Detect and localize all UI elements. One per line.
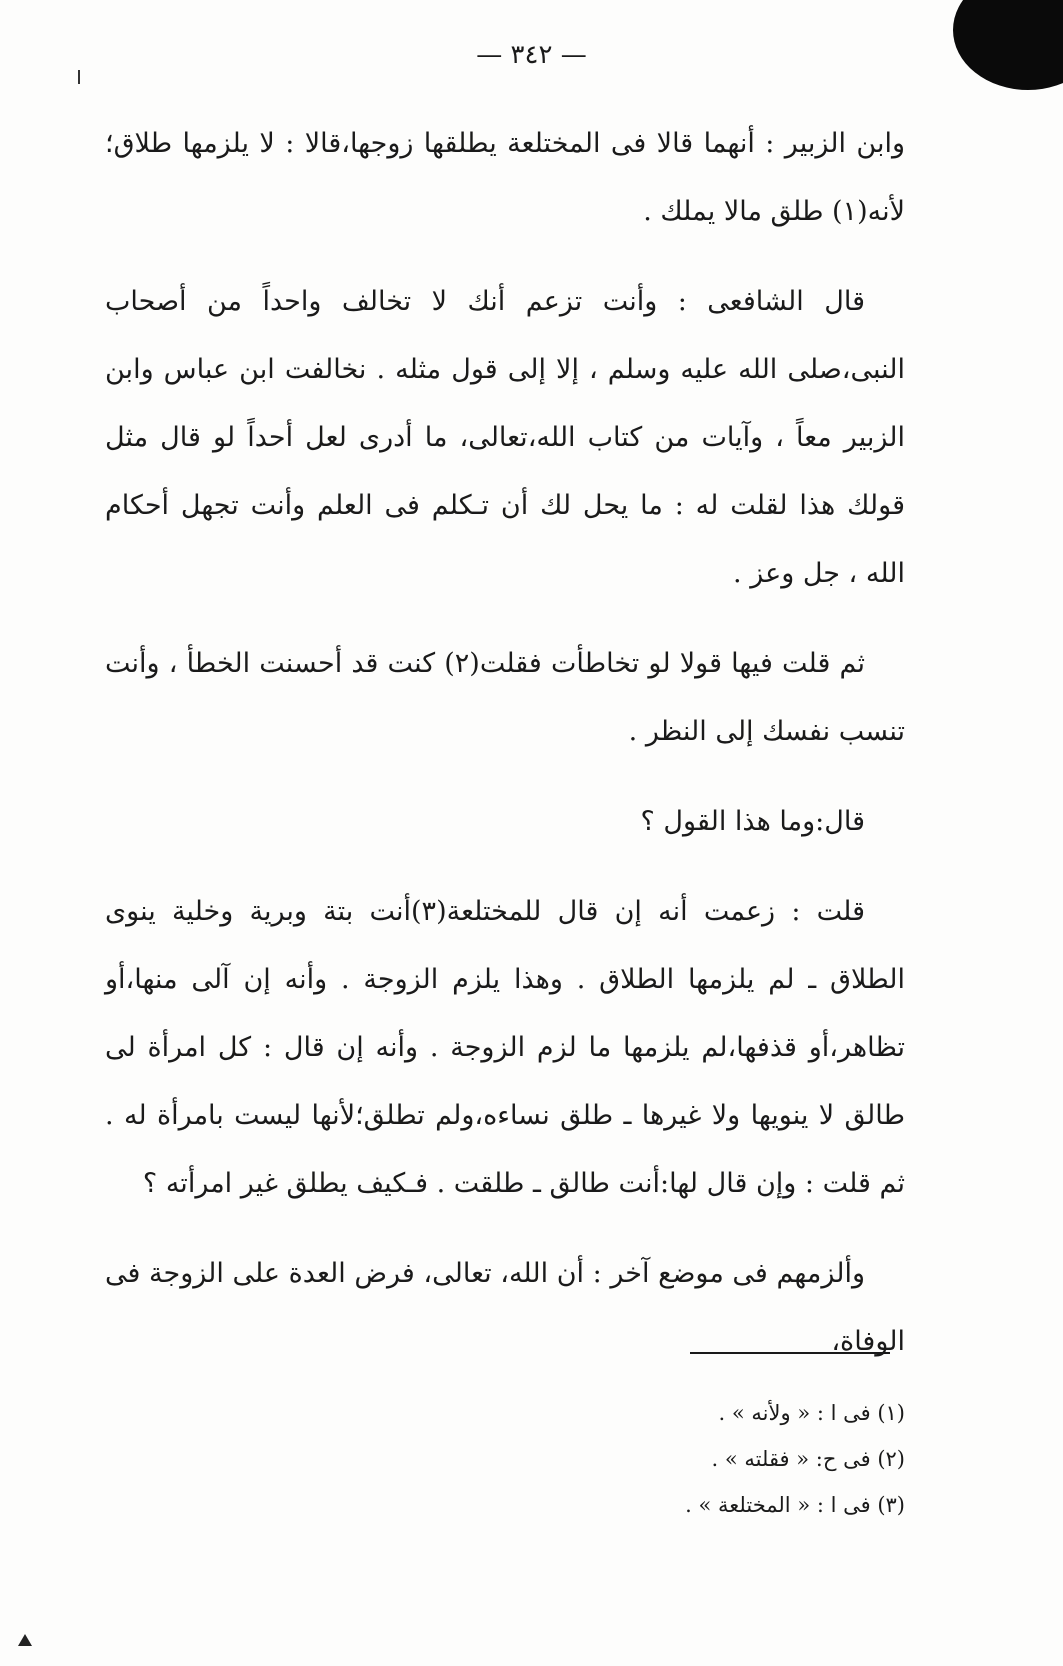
footnote: (١) فى ا : « ولأنه » . xyxy=(718,1401,905,1425)
body-text xyxy=(105,110,905,1398)
footnote-divider xyxy=(690,1352,890,1354)
page-number: — ٣٤٢ — xyxy=(476,40,587,70)
footnote: (٣) فى ا : « المختلعة » . xyxy=(685,1493,905,1517)
footnote: (٢) فى ح: « فقلته » . xyxy=(711,1447,905,1471)
paragraph: ثم قلت فيها قولا لو تخاطأت فقلت(٢) كنت قد أحسنت الخطأ ، وأنت تنسب نفسك إلى النظر . xyxy=(105,648,905,747)
corner-mark xyxy=(18,1634,32,1646)
paragraph: قال:وما هذا القول ؟ xyxy=(640,806,865,837)
paragraph: وابن الزبير : أنهما قالا فى المختلعة يطلقها زوجها،قالا : لا يلزمها طلاق؛لأنه(١) طلق مالا يملك . xyxy=(105,128,905,227)
margin-mark xyxy=(78,70,80,84)
footnotes xyxy=(560,1390,905,1528)
paragraph: قلت : زعمت أنه إن قال للمختلعة(٣)أنت بتة وبرية وخلية ينوى الطلاق ـ لم يلزمها الطلاق . وهذا يلزم الزوجة . وأنه إن آلى منها،أو تظاهر،أو قذفها،لم يلزمها ما لزم الزوجة . وأنه إن قال : كل امرأة لى طالق لا ينويها ولا غيرها ـ طلق نساءه،ولم تطلق؛لأنها ليست بامرأة له . ثم قلت : وإن قال لها:أنت طالق ـ طلقت . فـكيف يطلق غير امرأته ؟ xyxy=(105,896,905,1199)
paragraph: وألزمهم فى موضع آخر : أن الله، تعالى، فرض العدة على الزوجة فى الوفاة، xyxy=(105,1258,905,1357)
paragraph: قال الشافعى : وأنت تزعم أنك لا تخالف واحداً من أصحاب النبى،صلى الله عليه وسلم ، إلا إلى قول مثله . نخالفت ابن عباس وابن الزبير معاً ، وآيات من كتاب الله،تعالى، ما أدرى لعل أحداً لو قال مثل قولك هذا لقلت له : ما يحل لك أن تـكلم فى العلم وأنت تجهل أحكام الله ، جل وعز . xyxy=(105,286,905,589)
